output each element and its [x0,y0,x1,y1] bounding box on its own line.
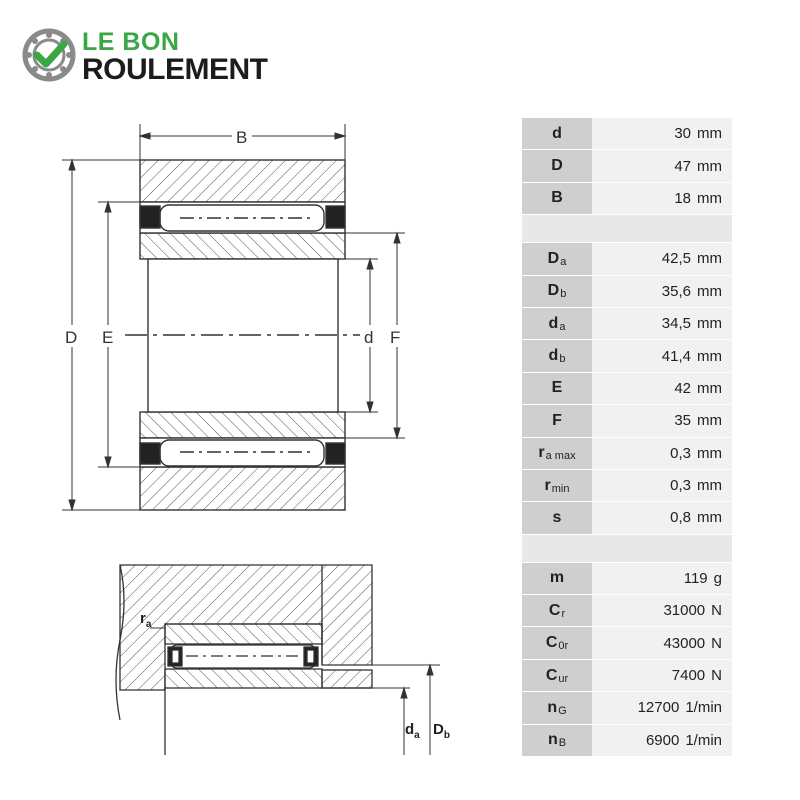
spec-symbol: C $_{ur}$ [522,660,592,691]
spec-value: 43000 N [592,627,732,658]
spec-value: 42,5 mm [592,243,732,274]
spec-value: 42 mm [592,373,732,404]
label-da: $d_a$ [405,721,420,741]
table-row [522,340,732,372]
main-section-view [125,160,360,510]
spec-symbol: E [522,373,592,404]
spec-value: 0,3 mm [592,438,732,469]
label-D: D [65,328,78,347]
table-row [522,243,732,275]
spec-symbol: F [522,405,592,436]
spec-symbol: D [522,150,592,181]
spec-symbol: D $_b$ [522,276,592,307]
table-row [522,502,732,534]
spec-value: 18 mm [592,183,732,214]
spec-value: 30 mm [592,118,732,149]
logo-text-bottom: ROULEMENT [82,53,268,86]
spec-symbol: d $_a$ [522,308,592,339]
table-row [522,563,732,595]
table-row [522,405,732,437]
spec-value: 31000 N [592,595,732,626]
table-row [522,150,732,182]
specification-table [522,118,732,757]
spec-value: 41,4 mm [592,340,732,371]
table-group-separator [522,535,732,563]
logo-text-top: LE BON [82,28,180,56]
label-d: d [364,328,374,347]
label-E: E [102,328,114,347]
spec-symbol: m [522,563,592,594]
table-row [522,595,732,627]
spec-value: 0,3 mm [592,470,732,501]
spec-value: 47 mm [592,150,732,181]
table-group-separator [522,215,732,243]
spec-value: 35 mm [592,405,732,436]
table-row [522,470,732,502]
spec-value: 119 g [592,563,732,594]
table-row [522,725,732,757]
spec-symbol: C $_r$ [522,595,592,626]
spec-symbol: s [522,502,592,533]
table-row [522,183,732,215]
spec-symbol: r $_{a max}$ [522,438,592,469]
spec-symbol: d [522,118,592,149]
table-row [522,118,732,150]
table-row [522,692,732,724]
spec-value: 6900 1/min [592,725,732,756]
label-Db: $D_b$ [433,721,450,741]
spec-symbol: d $_b$ [522,340,592,371]
table-row [522,276,732,308]
label-ra: $r_a$ [140,610,152,630]
spec-symbol: n $_B$ [522,725,592,756]
spec-symbol: C $_{0r}$ [522,627,592,658]
spec-value: 34,5 mm [592,308,732,339]
spec-symbol: n $_G$ [522,692,592,723]
spec-symbol: B [522,183,592,214]
label-F: F [390,328,401,347]
table-row [522,308,732,340]
table-row [522,438,732,470]
spec-value: 0,8 mm [592,502,732,533]
table-row [522,373,732,405]
spec-value: 35,6 mm [592,276,732,307]
table-row [522,660,732,692]
spec-symbol: r $_{min}$ [522,470,592,501]
mounting-detail-view [116,565,372,755]
table-row [522,627,732,659]
spec-value: 7400 N [592,660,732,691]
spec-value: 12700 1/min [592,692,732,723]
spec-symbol: D $_a$ [522,243,592,274]
label-B: B [236,128,248,147]
